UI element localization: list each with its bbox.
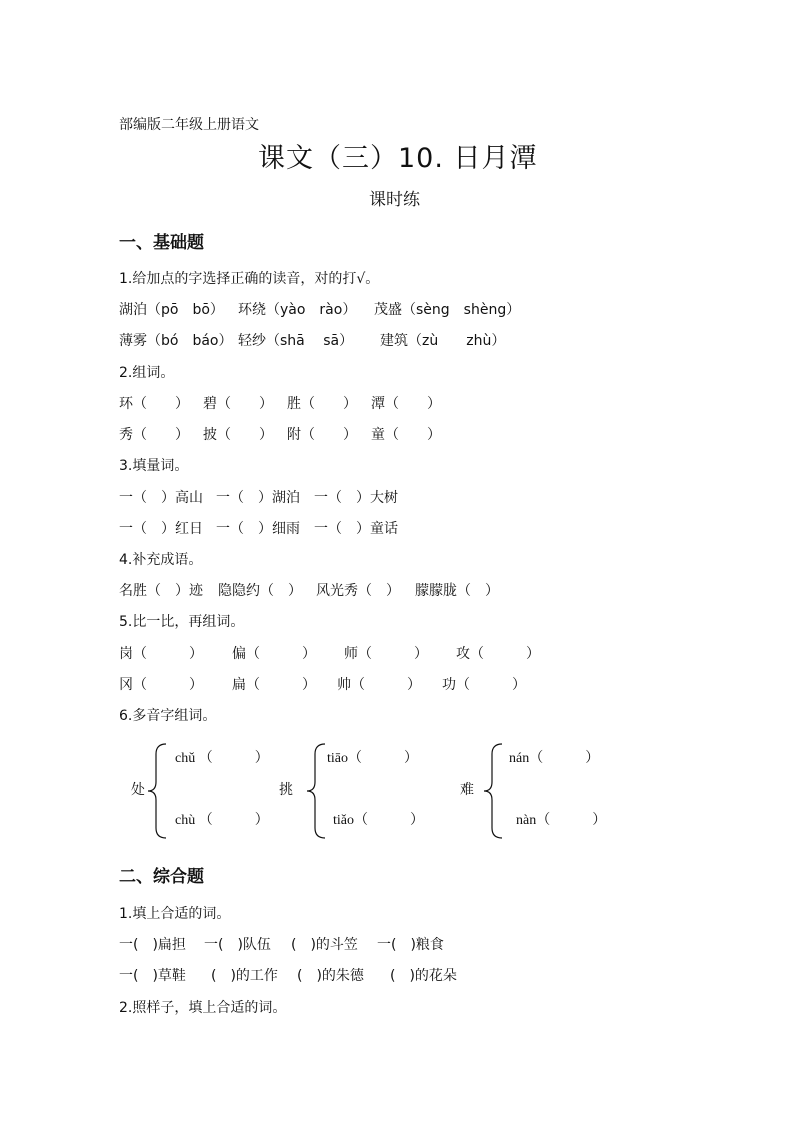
q3-item: 一（ ）大树 bbox=[314, 490, 398, 506]
s2-q1-item: ( )的花朵 bbox=[390, 968, 457, 984]
q2-item: 胜（ ） bbox=[287, 396, 357, 412]
q1-item: 环绕（yào rào） bbox=[238, 302, 357, 318]
q4-item: 风光秀（ ） bbox=[316, 583, 400, 599]
q4-item: 朦朦胧（ ） bbox=[415, 583, 499, 599]
left-brace-icon bbox=[146, 742, 168, 840]
q3-item: 一（ ）童话 bbox=[314, 521, 398, 537]
polyphone-char: 挑 bbox=[279, 782, 293, 798]
q1-item: 湖泊（pō bō） bbox=[119, 302, 224, 318]
s2-q1-item: 一( )扁担 bbox=[119, 937, 186, 953]
page-title: 课文（三）10. 日月潭 bbox=[258, 143, 538, 174]
q3-item: 一（ ）高山 bbox=[119, 490, 203, 506]
q5-item: 攻（ ） bbox=[456, 646, 540, 662]
q2-item: 潭（ ） bbox=[371, 396, 441, 412]
s2-q1-item: ( )的工作 bbox=[211, 968, 278, 984]
question-4-label: 4.补充成语。 bbox=[119, 552, 203, 568]
q4-item: 名胜（ ）迹 bbox=[119, 583, 203, 599]
question-2-label: 2.照样子，填上合适的词。 bbox=[119, 1000, 287, 1016]
q3-item: 一（ ）湖泊 bbox=[216, 490, 300, 506]
q2-item: 碧（ ） bbox=[203, 396, 273, 412]
q2-item: 环（ ） bbox=[119, 396, 189, 412]
q5-item: 岗（ ） bbox=[119, 646, 203, 662]
s2-q1-item: ( )的斗笠 bbox=[291, 937, 358, 953]
left-brace-icon bbox=[482, 742, 504, 840]
polyphone-reading: nán（ ） bbox=[509, 751, 600, 766]
polyphone-reading: nàn（ ） bbox=[516, 813, 607, 828]
q5-item: 师（ ） bbox=[344, 646, 428, 662]
question-1-label: 1.填上合适的词。 bbox=[119, 906, 231, 922]
question-6-label: 6.多音字组词。 bbox=[119, 708, 217, 724]
q2-item: 披（ ） bbox=[203, 427, 273, 443]
s2-q1-item: ( )的朱德 bbox=[297, 968, 364, 984]
q5-item: 冈（ ） bbox=[119, 677, 203, 693]
question-5-label: 5.比一比，再组词。 bbox=[119, 614, 245, 630]
q1-item: 薄雾（bó báo） bbox=[119, 333, 233, 349]
q2-item: 附（ ） bbox=[287, 427, 357, 443]
left-brace-icon bbox=[305, 742, 327, 840]
q4-item: 隐隐约（ ） bbox=[218, 583, 302, 599]
q5-item: 偏（ ） bbox=[232, 646, 316, 662]
q5-item: 扁（ ） bbox=[232, 677, 316, 693]
q1-item: 茂盛（sèng shèng） bbox=[374, 302, 521, 318]
q1-item: 建筑（zù zhù） bbox=[380, 333, 506, 349]
polyphone-reading: chǔ （ ） bbox=[175, 751, 269, 766]
polyphone-char: 处 bbox=[131, 782, 145, 798]
question-3-label: 3.填量词。 bbox=[119, 458, 189, 474]
q3-item: 一（ ）红日 bbox=[119, 521, 203, 537]
grade-label: 部编版二年级上册语文 bbox=[119, 117, 259, 133]
question-1-label: 1.给加点的字选择正确的读音，对的打√。 bbox=[119, 271, 380, 287]
q5-item: 功（ ） bbox=[442, 677, 526, 693]
s2-q1-item: 一( )队伍 bbox=[204, 937, 271, 953]
q3-item: 一（ ）细雨 bbox=[216, 521, 300, 537]
s2-q1-item: 一( )粮食 bbox=[377, 937, 444, 953]
polyphone-reading: chù （ ） bbox=[175, 813, 269, 828]
question-2-label: 2.组词。 bbox=[119, 365, 175, 381]
polyphone-reading: tiǎo（ ） bbox=[333, 813, 424, 828]
q2-item: 童（ ） bbox=[371, 427, 441, 443]
page-subtitle: 课时练 bbox=[369, 190, 420, 210]
section-heading-basic: 一、基础题 bbox=[119, 233, 204, 253]
section-heading-comprehensive: 二、综合题 bbox=[119, 867, 204, 887]
q2-item: 秀（ ） bbox=[119, 427, 189, 443]
q1-item: 轻纱（shā sā） bbox=[238, 333, 354, 349]
s2-q1-item: 一( )草鞋 bbox=[119, 968, 186, 984]
polyphone-reading: tiāo（ ） bbox=[327, 751, 418, 766]
polyphone-char: 难 bbox=[460, 782, 474, 798]
q5-item: 帅（ ） bbox=[337, 677, 421, 693]
